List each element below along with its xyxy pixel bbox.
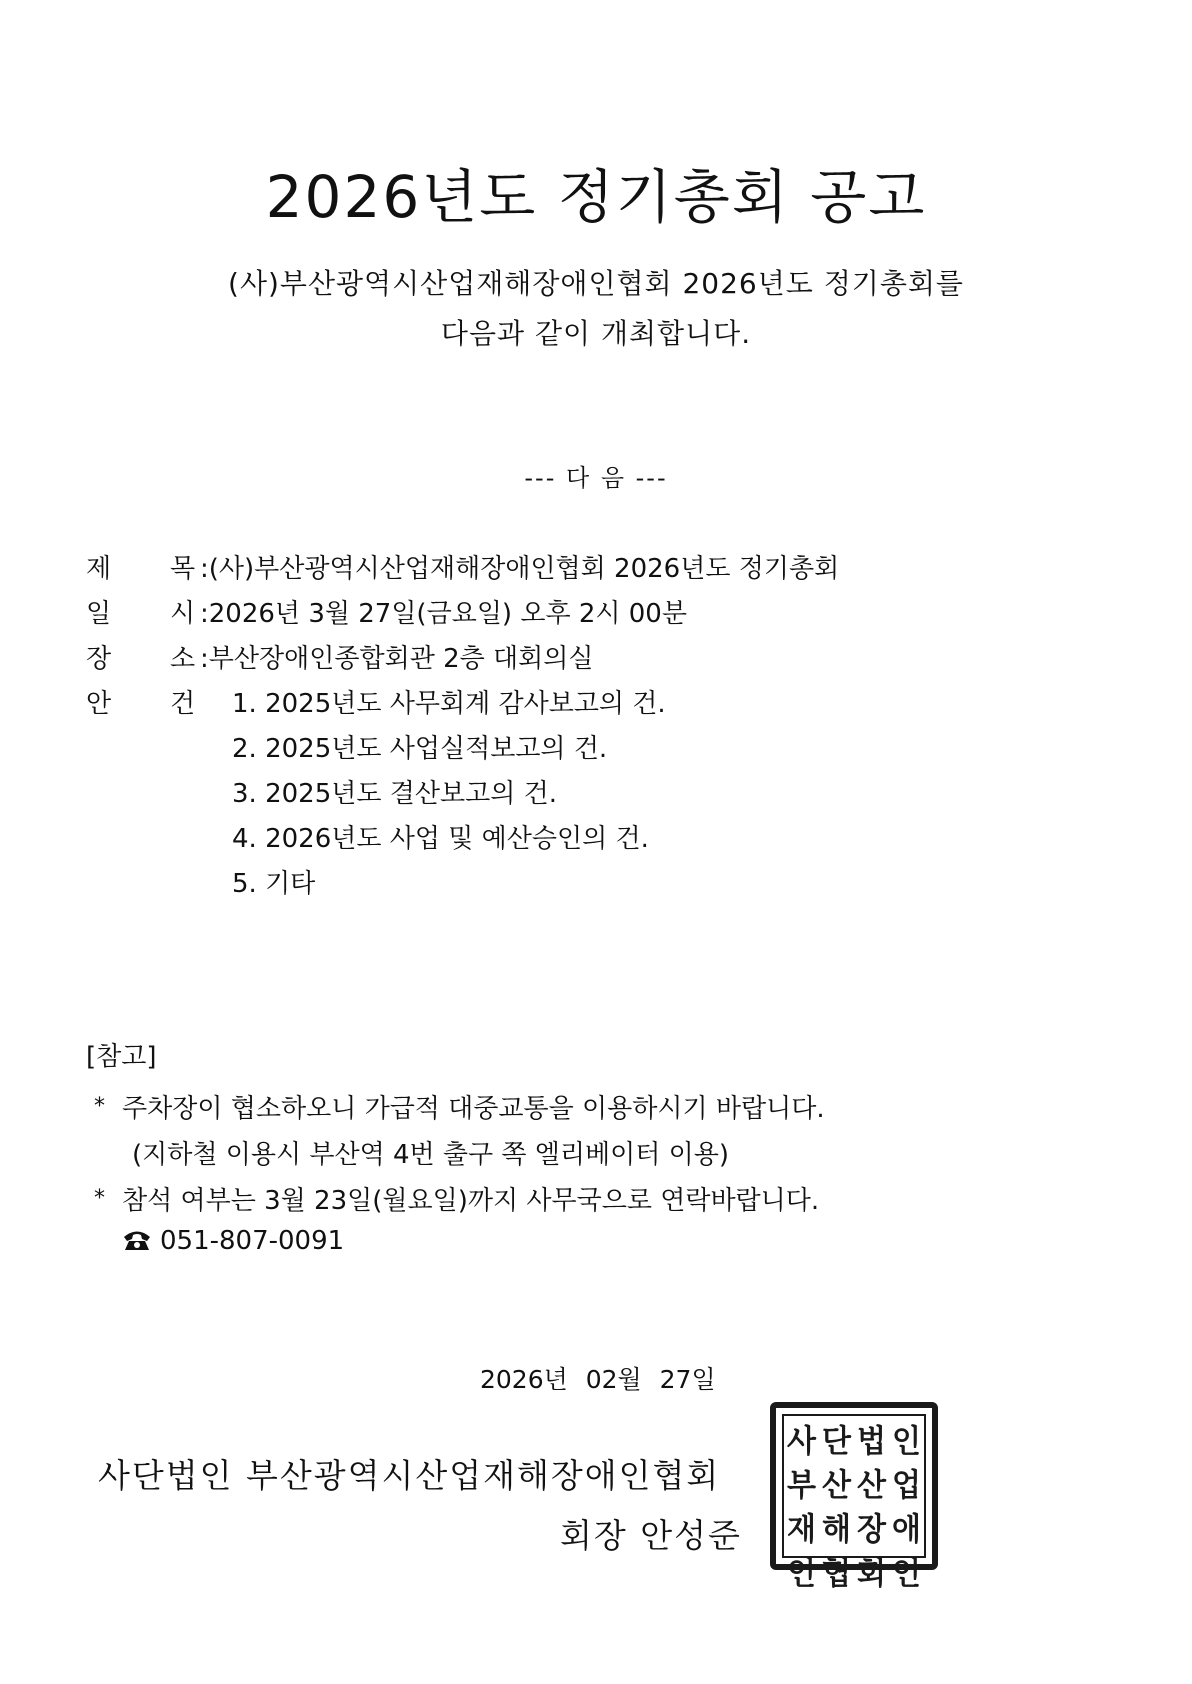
- agenda-item: 5. 기타: [232, 869, 316, 899]
- datetime-sep: :: [200, 599, 209, 629]
- agenda-label-2: 건: [170, 689, 196, 719]
- phone-line: [122, 1226, 344, 1259]
- notes-heading: [참고]: [86, 1042, 157, 1072]
- president-name: 회장 안성준: [560, 1516, 742, 1555]
- agenda-item: 2. 2025년도 사업실적보고의 건.: [232, 734, 608, 764]
- telephone-icon: [122, 1228, 152, 1259]
- note-2: 참석 여부는 3월 23일(월요일)까지 사무국으로 연락바랍니다.: [122, 1186, 820, 1216]
- place-sep: :: [200, 644, 209, 674]
- subject-value: [200, 548, 839, 585]
- seal-char: 회: [857, 1555, 886, 1593]
- agenda-label-1: 안: [86, 689, 112, 719]
- agenda-item: 3. 2025년도 결산보고의 건.: [232, 779, 557, 809]
- agenda-item: 4. 2026년도 사업 및 예산승인의 건.: [232, 824, 649, 854]
- subject-label-1: 제: [86, 554, 112, 584]
- place-value: [200, 638, 593, 675]
- document-date: 2026년 02월 27일: [480, 1365, 716, 1394]
- note-1-sub: (지하철 이용시 부산역 4번 출구 쪽 엘리베이터 이용): [132, 1140, 730, 1170]
- seal-char: 산: [857, 1467, 886, 1505]
- datetime-text: 2026년 3월 27일(금요일) 오후 2시 00분: [208, 599, 687, 629]
- place-label-2: 소: [170, 644, 196, 674]
- place-label-1: 장: [86, 644, 112, 674]
- phone-number: 051-807-0091: [160, 1226, 345, 1256]
- seal-char: 사: [787, 1423, 816, 1461]
- datetime-value: [200, 593, 687, 630]
- seal-char: 단: [822, 1423, 851, 1461]
- seal-char: 인: [787, 1555, 816, 1593]
- subject-label-2: 목: [170, 554, 196, 584]
- datetime-label-1: 일: [86, 599, 112, 629]
- seal-char: 인: [892, 1555, 921, 1593]
- organization-name: 사단법인 부산광역시산업재해장애인협회: [98, 1456, 721, 1495]
- seal-char: 업: [892, 1467, 921, 1505]
- bullet-star: *: [94, 1186, 105, 1211]
- seal-char: 산: [822, 1467, 851, 1505]
- intro-line-2: 다음과 같이 개최합니다.: [440, 317, 752, 350]
- seal-char: 해: [822, 1511, 851, 1549]
- seal-char: 법: [857, 1423, 886, 1461]
- bullet-star: *: [94, 1094, 105, 1119]
- place-text: 부산장애인종합회관 2층 대회의실: [208, 644, 594, 674]
- seal-char: 애: [892, 1511, 921, 1549]
- seal-char: 장: [857, 1511, 886, 1549]
- seal-char: 부: [787, 1467, 816, 1505]
- seal-char: 협: [822, 1555, 851, 1593]
- subject-text: (사)부산광역시산업재해장애인협회 2026년도 정기총회: [208, 554, 840, 584]
- agenda-item: 1. 2025년도 사무회계 감사보고의 건.: [232, 689, 666, 719]
- official-seal: [770, 1402, 938, 1593]
- subject-sep: :: [200, 554, 209, 584]
- datetime-label-2: 시: [170, 599, 196, 629]
- seal-char: 재: [787, 1511, 816, 1549]
- seal-grid: [782, 1414, 926, 1593]
- seal-char: 인: [892, 1423, 921, 1461]
- note-1: 주차장이 협소하오니 가급적 대중교통을 이용하시기 바랍니다.: [122, 1094, 825, 1124]
- document-title: 2026년도 정기총회 공고: [265, 163, 927, 231]
- intro-line-1: (사)부산광역시산업재해장애인협회 2026년도 정기총회를: [228, 267, 964, 300]
- next-marker: --- 다 음 ---: [524, 464, 668, 492]
